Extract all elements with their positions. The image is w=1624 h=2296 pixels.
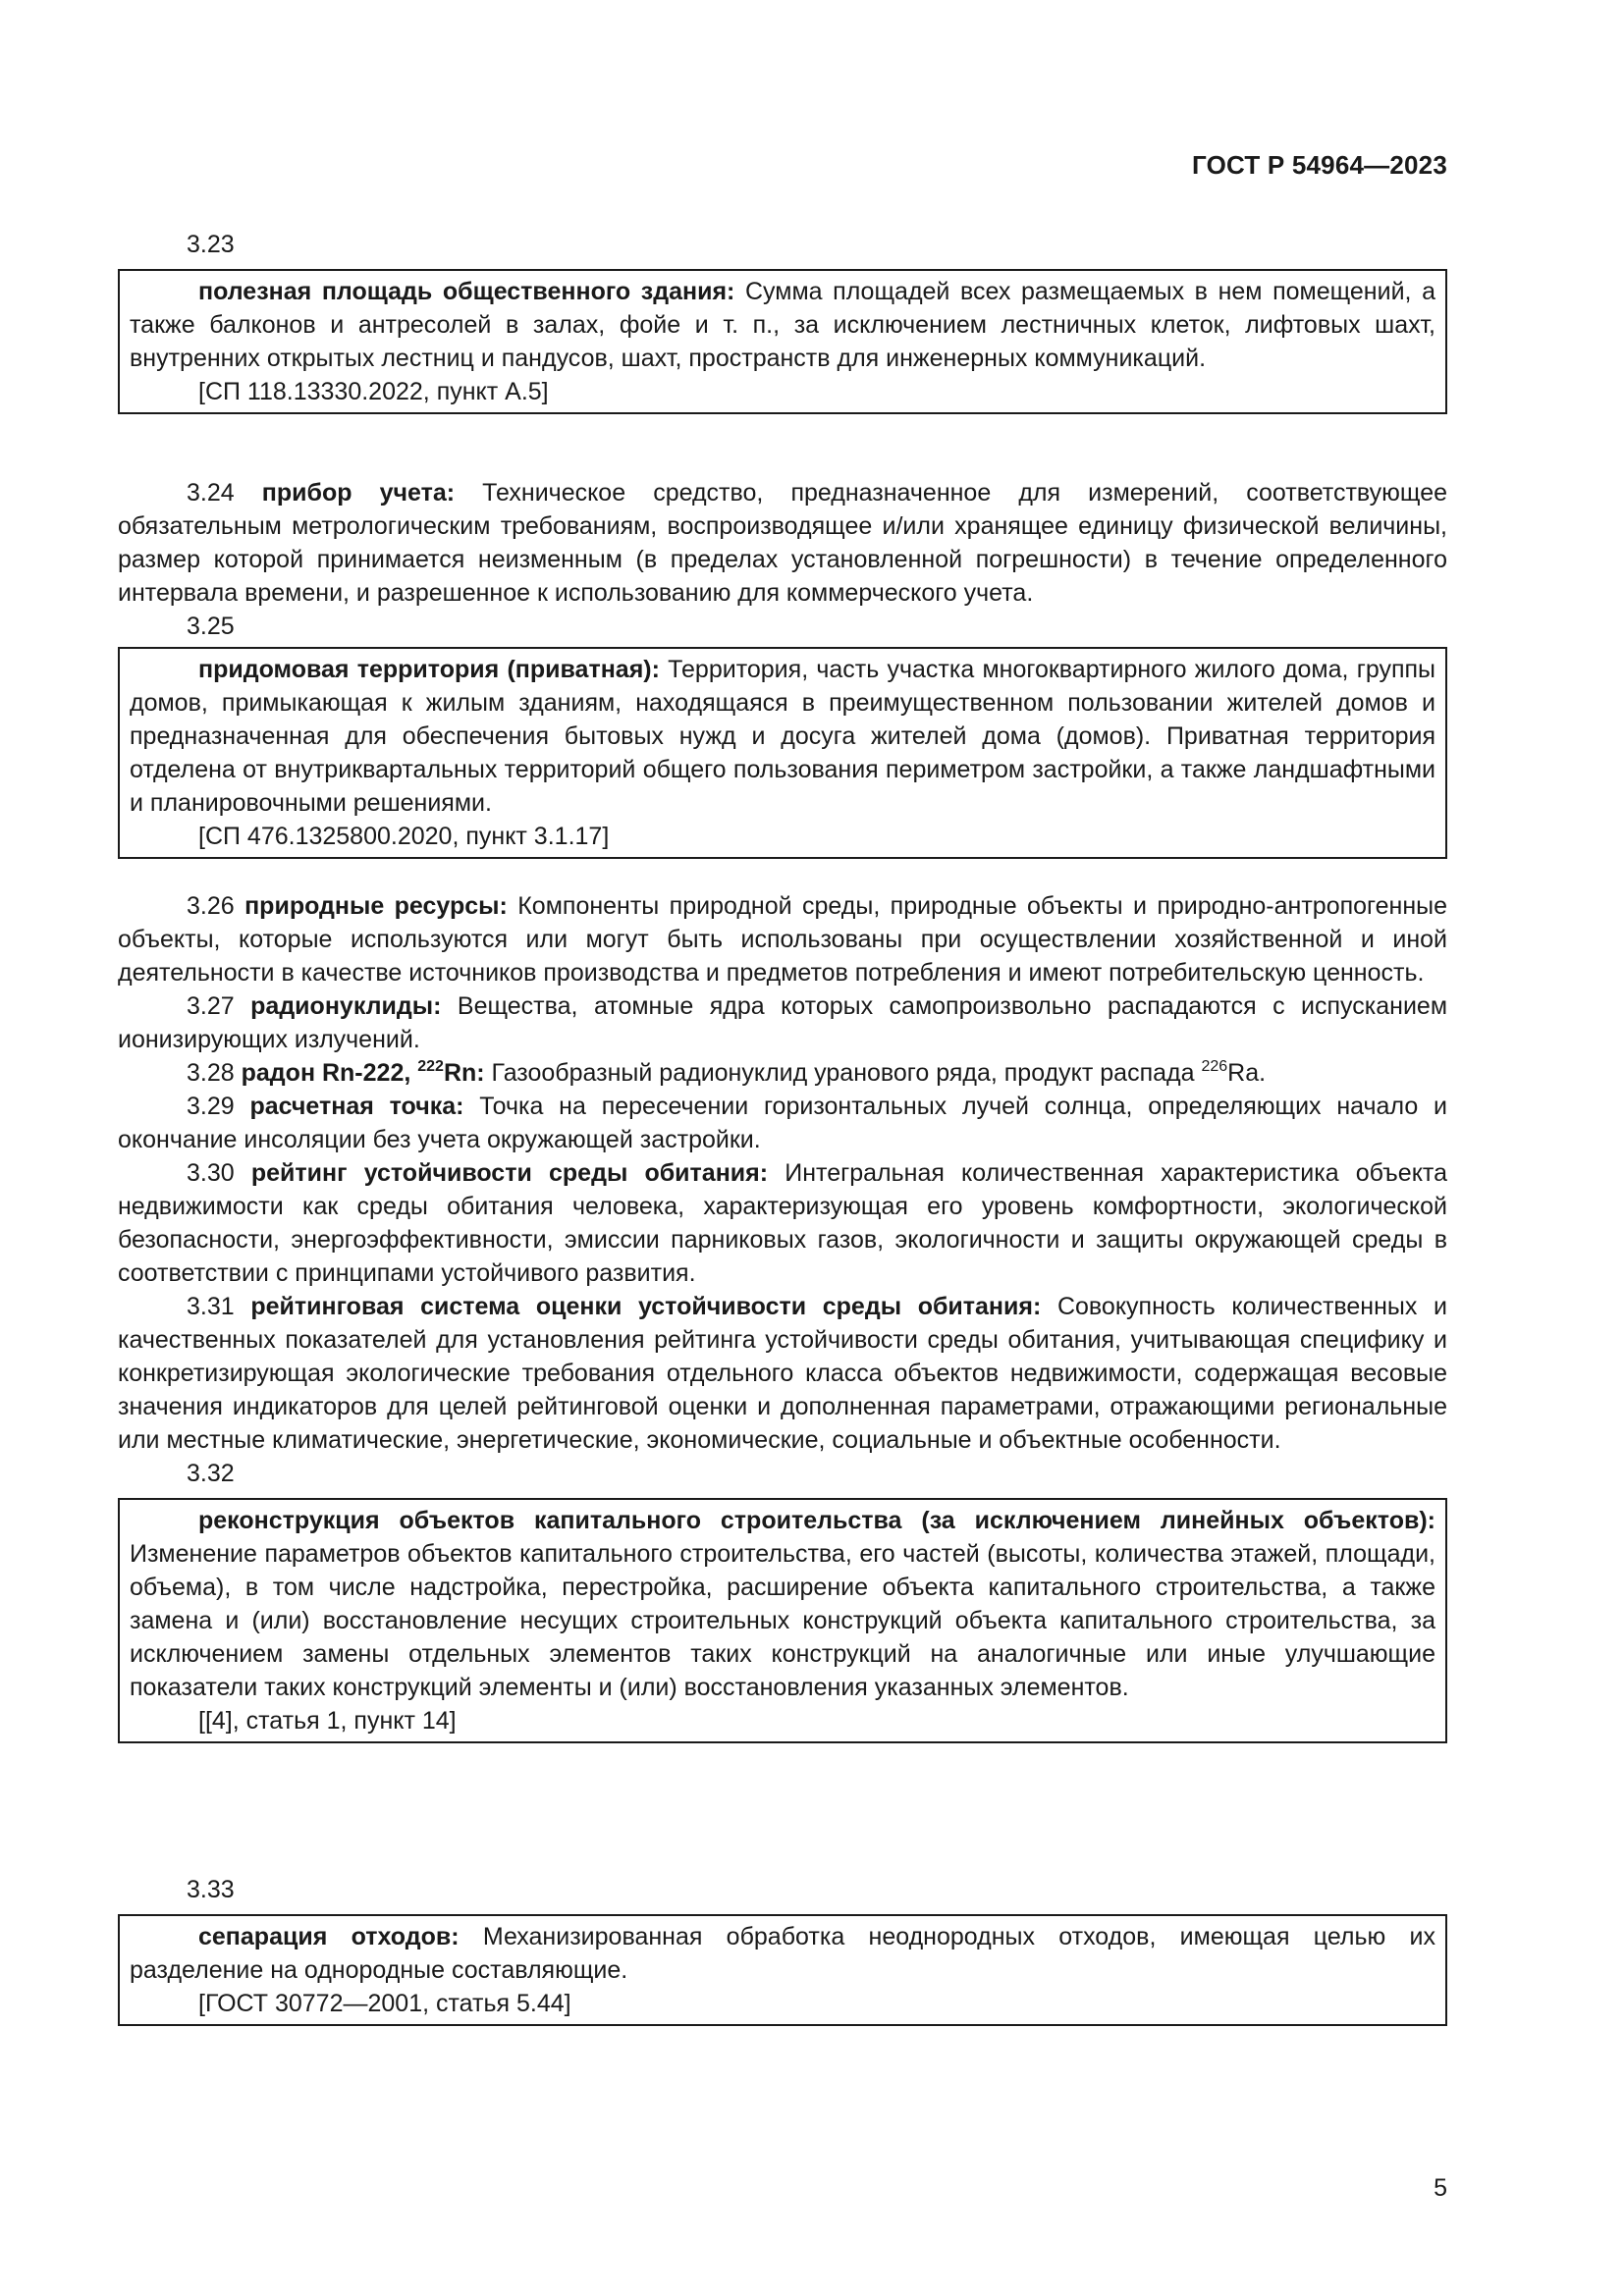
term-number: 3.23 — [187, 231, 235, 258]
quoted-definition-box — [118, 269, 1447, 414]
term-source: [СП 476.1325800.2020, пункт 3.1.17] — [198, 823, 610, 850]
definition-text: Точка на пересечении горизонтальных лучей солнца, определяющих начало и окончание инсоляции без учета окружающей застройки. — [118, 1093, 1447, 1153]
quoted-definition-box — [118, 1914, 1447, 2026]
term-title — [242, 1059, 485, 1087]
term-3-27 — [118, 989, 1447, 1056]
term-title: рейтинговая система оценки устойчивости среды обитания: — [250, 1293, 1042, 1320]
definition-text: Вещества, атомные ядра которых самопроизвольно распадаются с испусканием ионизирующих излучений. — [118, 992, 1447, 1053]
term-title: расчетная точка: — [249, 1093, 464, 1120]
term-title: природные ресурсы: — [244, 892, 508, 920]
term-group-3-24-3-25 — [118, 476, 1447, 859]
term-definition — [130, 1504, 1435, 1704]
term-number: 3.33 — [187, 1876, 235, 1903]
term-number: 3.32 — [187, 1460, 235, 1487]
definition-text: Территория, часть участка многоквартирного жилого дома, группы домов, примыкающая к жилым зданиям, находящаяся в преимущественном пользовании жителей домов и предназначенная для обеспечения бытовых нужд и досуга жителей дома (домов). Приватная территория отделена от внутриквартальных территорий общего пользования периметром застройки, а также ландшафтными и планировочными решениями. — [130, 656, 1435, 817]
term-title-part: Rn: — [443, 1059, 485, 1087]
definition-text: Совокупность количественных и качественных показателей для установления рейтинга устойчивости среды обитания, учитывающая специфику и конкретизирующая экологические требования отдельного класса объектов недвижимости, содержащая весовые значения индикаторов для целей рейтинговой оценки и дополненная параметрами, отражающими региональные или местные климатические, энергетические, экономические, социальные и объектные особенности. — [118, 1293, 1448, 1454]
term-title: прибор учета: — [261, 479, 456, 507]
term-number: 3.28 — [187, 1059, 235, 1087]
page-number: 5 — [1434, 2174, 1447, 2202]
isotope-mass-superscript: 222 — [417, 1058, 444, 1075]
document-id-header: ГОСТ Р 54964—2023 — [1192, 150, 1447, 180]
term-number: 3.24 — [187, 479, 235, 507]
term-definition — [130, 653, 1435, 820]
definition-text: Ra. — [1227, 1059, 1267, 1087]
term-source: [[4], статья 1, пункт 14] — [198, 1707, 457, 1735]
definition-text: Сумма площадей всех размещаемых в нем помещений, а также балконов и антресолей в залах, фойе и т. п., за исключением лестничных клеток, лифтовых шахт, внутренних открытых лестниц и пандусов, шахт, пространств для инженерных коммуникаций. — [130, 278, 1435, 372]
term-title: придомовая территория (приватная): — [198, 656, 660, 683]
term-block-3-33 — [118, 1873, 1447, 2026]
term-number: 3.26 — [187, 892, 235, 920]
definition-text: Техническое средство, предназначенное для измерений, соответствующее обязательным метрологическим требованиям, воспроизводящее и/или хранящее единицу физической величины, размер которой принимается неизменным (в пределах установленной погрешности) в течение определенного интервала времени, и разрешенное к использованию для коммерческого учета. — [118, 479, 1448, 607]
term-definition — [130, 1920, 1435, 1987]
definition-text: Изменение параметров объектов капитального строительства, его частей (высоты, количества этажей, площади, объема), в том числе надстройка, перестройка, расширение объекта капитального строительства, а также замена и (или) восстановление несущих строительных конструкций объекта капитального строительства, за исключением замены отдельных элементов таких конструкций на аналогичные или иные улучшающие показатели таких конструкций элементы и (или) восстановления указанных элементов. — [130, 1540, 1435, 1701]
term-group-3-26-3-32 — [118, 889, 1447, 1743]
term-number: 3.30 — [187, 1159, 235, 1187]
term-3-31 — [118, 1290, 1447, 1457]
quoted-definition-box — [118, 647, 1447, 859]
term-definition — [130, 275, 1435, 375]
term-3-28 — [118, 1056, 1447, 1090]
term-3-26 — [118, 889, 1447, 989]
definition-text: Газообразный радионуклид уранового ряда, продукт распада — [484, 1059, 1202, 1087]
definition-text: Механизированная обработка неоднородных отходов, имеющая целью их разделение на однородные составляющие. — [130, 1923, 1436, 1984]
term-number: 3.27 — [187, 992, 235, 1020]
term-number: 3.25 — [187, 613, 235, 640]
quoted-definition-box — [118, 1498, 1447, 1743]
term-title: радионуклиды: — [250, 992, 442, 1020]
term-number: 3.29 — [187, 1093, 235, 1120]
term-title: реконструкция объектов капитального строительства (за исключением линейных объектов): — [198, 1507, 1435, 1534]
term-title: сепарация отходов: — [198, 1923, 460, 1950]
isotope-mass-superscript: 226 — [1201, 1058, 1228, 1075]
definition-text: Интегральная количественная характеристика объекта недвижимости как среды обитания человека, характеризующая его уровень комфортности, экологической безопасности, энергоэффективности, эмиссии парниковых газов, экологичности и защиты окружающей среды в соответствии с принципами устойчивого развития. — [118, 1159, 1447, 1287]
term-title-part: радон Rn-222, — [241, 1059, 418, 1087]
term-title: рейтинг устойчивости среды обитания: — [250, 1159, 769, 1187]
term-block-3-23 — [118, 228, 1447, 414]
term-3-29 — [118, 1090, 1447, 1156]
term-source: [ГОСТ 30772—2001, статья 5.44] — [198, 1990, 571, 2017]
term-number: 3.31 — [187, 1293, 235, 1320]
definition-text: Компоненты природной среды, природные объекты и природно-антропогенные объекты, которые используются или могут быть использованы при осуществлении хозяйственной и иной деятельности в качестве источников производства и предметов потребления и имеют потребительскую ценность. — [118, 892, 1447, 987]
term-3-30 — [118, 1156, 1447, 1290]
term-title: полезная площадь общественного здания: — [198, 278, 735, 305]
term-source: [СП 118.13330.2022, пункт А.5] — [198, 378, 549, 405]
term-3-24 — [118, 476, 1447, 610]
